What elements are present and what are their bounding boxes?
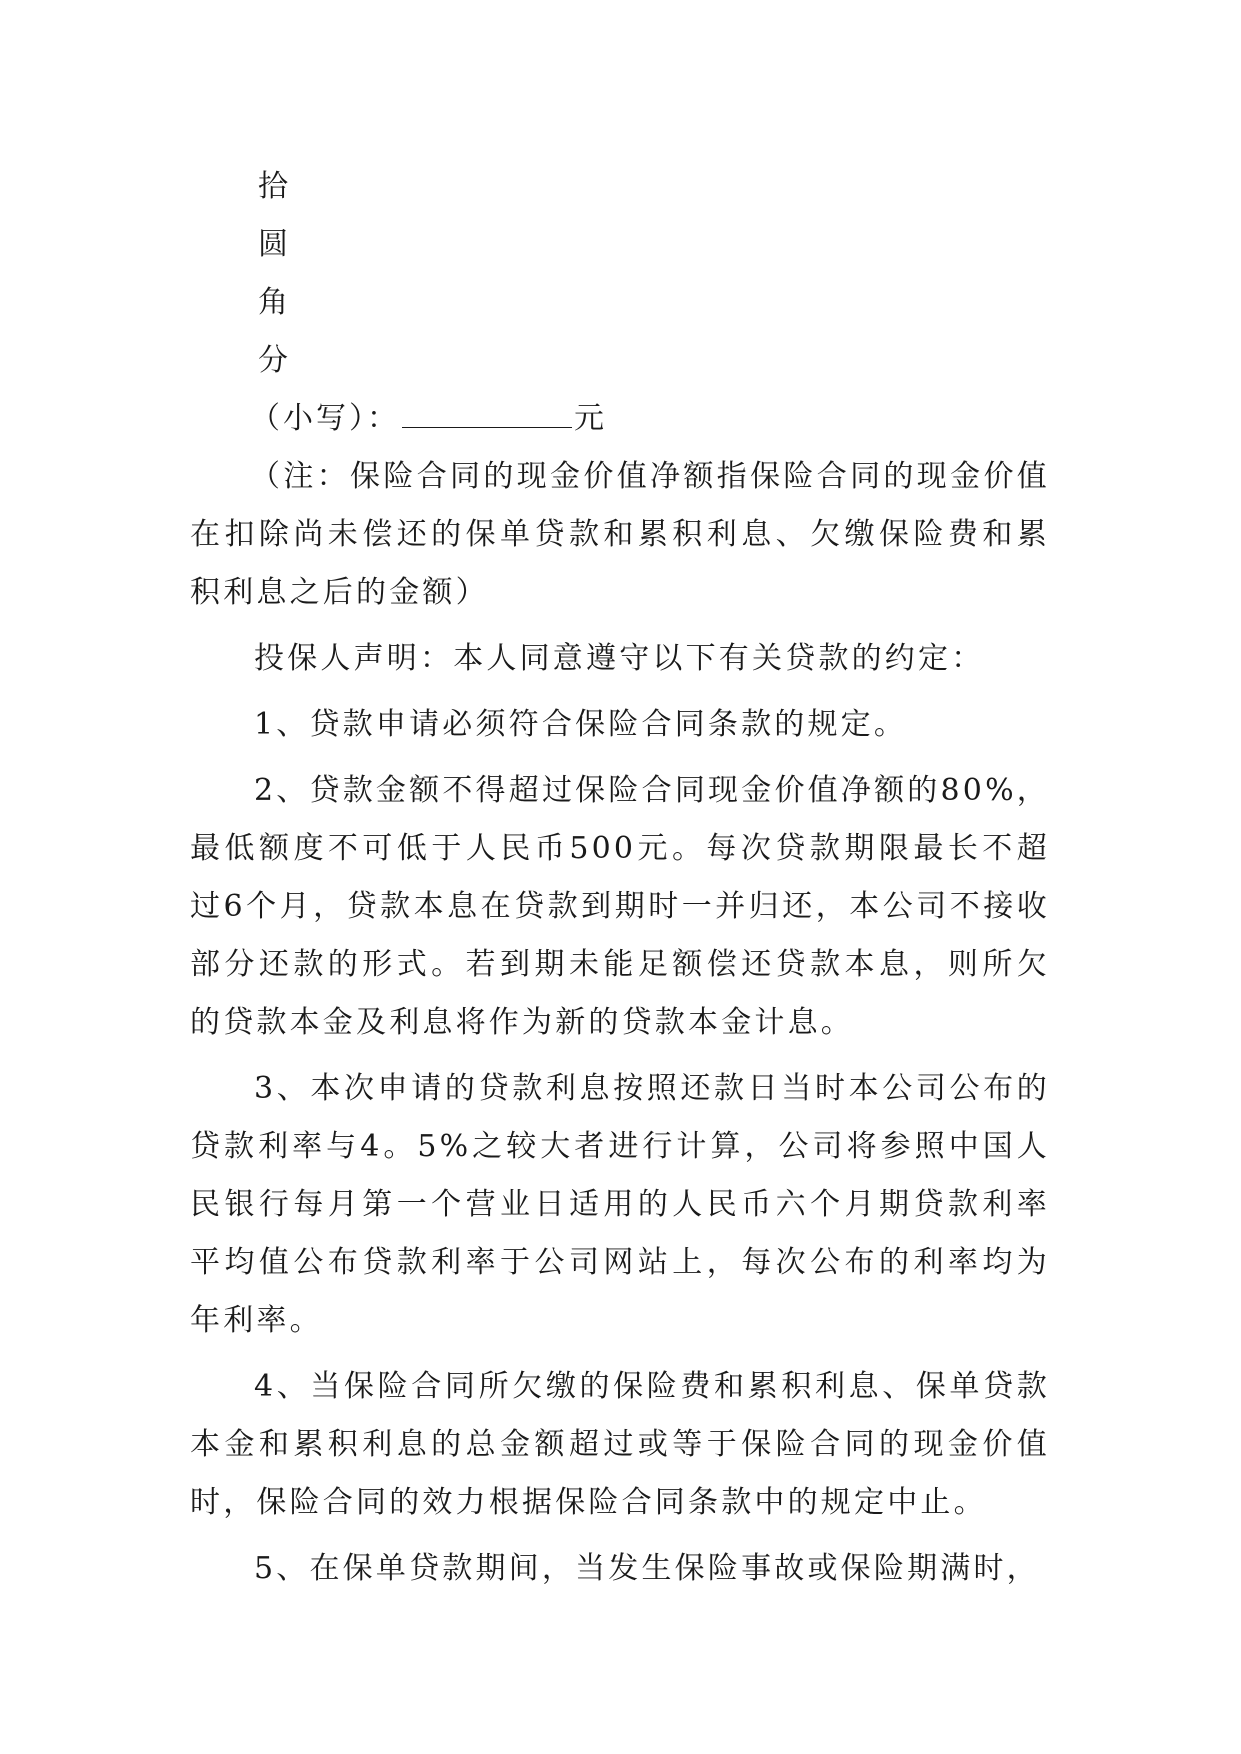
clause-1: 1、贷款申请必须符合保险合同条款的规定。 [254, 707, 908, 742]
clause-3: 3、本次申请的贷款利息按照还款日当时本公司公布的贷款利率与4。5%之较大者进行计算，公司将参照中国人民银行每月第一个营业日适用的人民币六个月期贷款利率平均值公布贷款利率于公司网站上，每次公布的利率均为年利率。 [190, 1071, 1050, 1338]
amount-char-fen: 分 [258, 343, 288, 378]
lowercase-amount-blank[interactable] [402, 405, 572, 428]
amount-char-shi: 拾 [258, 169, 288, 204]
clause-2: 2、贷款金额不得超过保险合同现金价值净额的80%，最低额度不可低于人民币500元。每次贷款期限最长不超过6个月，贷款本息在贷款到期时一并归还，本公司不接收部分还款的形式。若到期未能足额偿还贷款本息，则所欠的贷款本金及利息将作为新的贷款本金计息。 [190, 773, 1050, 1040]
clause-4: 4、当保险合同所欠缴的保险费和累积利息、保单贷款本金和累积利息的总金额超过或等于保险合同的现金价值时，保险合同的效力根据保险合同条款中的规定中止。 [190, 1369, 1050, 1520]
lowercase-amount-line [190, 390, 1050, 448]
lowercase-label: （小写）： [250, 401, 400, 436]
declaration-heading: 投保人声明：本人同意遵守以下有关贷款的约定： [254, 641, 985, 676]
clause-5: 5、在保单贷款期间，当发生保险事故或保险期满时， [254, 1551, 1040, 1586]
amount-char-yuan: 圆 [258, 227, 288, 262]
amount-char-jiao: 角 [258, 285, 288, 320]
note-paragraph: （注：保险合同的现金价值净额指保险合同的现金价值在扣除尚未偿还的保单贷款和累积利息、欠缴保险费和累积利息之后的金额） [190, 459, 1050, 610]
document-body [190, 158, 1050, 1598]
lowercase-unit: 元 [574, 401, 607, 436]
